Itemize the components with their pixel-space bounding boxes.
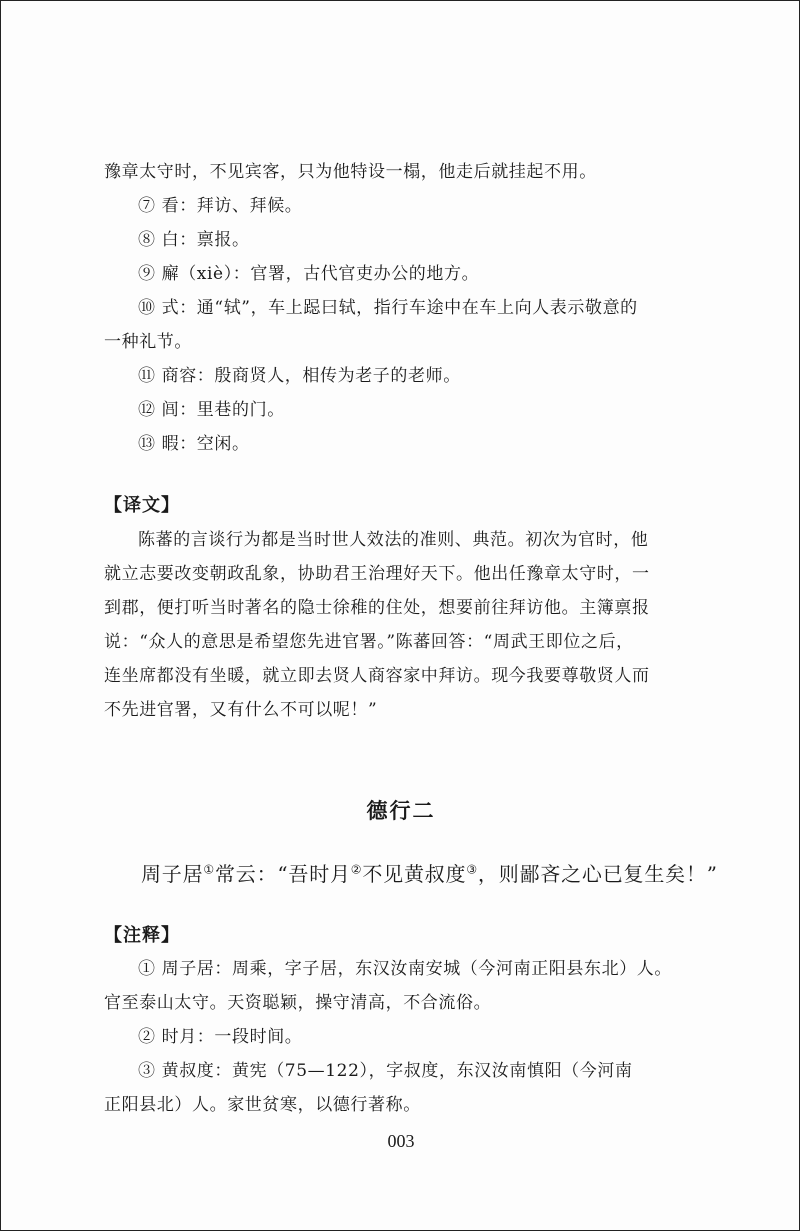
annotations-heading: 【注释】 [104, 925, 180, 946]
note-line: 一种礼节。 [104, 332, 192, 352]
quote-part: ，则鄙吝之心已复生矣！” [477, 862, 718, 886]
notes-top-section [104, 161, 704, 183]
annotation-line: ② 时月：一段时间。 [138, 1027, 303, 1047]
note-line: ⑧ 白：禀报。 [138, 230, 250, 250]
annotation-row [104, 992, 704, 1014]
annotation-row [104, 1026, 704, 1048]
page-number: 003 [387, 1131, 415, 1151]
note-line: ⑪ 商容：殷商贤人，相传为老子的老师。 [138, 366, 461, 386]
quote-part: 不见黄叔度 [362, 862, 467, 886]
translation-line-row [104, 563, 704, 585]
annotation-line: ③ 黄叔度：黄宪（75—122），字叔度，东汉汝南慎阳（今河南 [138, 1061, 633, 1081]
translation-line: 到郡，便打听当时著名的隐士徐稚的住处，想要前往拜访他。主簿禀报 [104, 598, 650, 618]
annotation-row [104, 958, 704, 980]
note-line: ⑩ 式：通“轼”，车上跽曰轼，指行车途中在车上向人表示敬意的 [138, 298, 638, 318]
note-line: ⑦ 看：拜访、拜候。 [138, 196, 303, 216]
note-item-11 [104, 365, 704, 387]
translation-text [104, 529, 704, 551]
note-item-10 [104, 297, 704, 319]
note-line: ⑫ 闾：里巷的门。 [138, 400, 285, 420]
translation-line: 就立志要改变朝政乱象，协助君王治理好天下。他出任豫章太守时，一 [104, 564, 650, 584]
translation-line-row [104, 699, 704, 721]
annotation-row [104, 1094, 704, 1116]
translation-line: 不先进官署，又有什么不可以呢！” [104, 700, 378, 720]
footnote-ref: ① [203, 862, 215, 877]
note-item-7 [104, 195, 704, 217]
translation-line-row [104, 665, 704, 687]
annotation-row [104, 1060, 704, 1082]
translation-line-row [104, 631, 704, 653]
annotation-line: 正阳县北）人。家世贫寒，以德行著称。 [104, 1095, 421, 1115]
note-line: ⑨ 廨（xiè）：官署，古代官吏办公的地方。 [138, 264, 480, 284]
annotation-line: 官至泰山太守。天资聪颖，操守清高，不合流俗。 [104, 993, 492, 1013]
quote-part: 周子居 [141, 862, 204, 886]
note-line: ⑬ 暇：空闲。 [138, 434, 250, 454]
note-item-12 [104, 399, 704, 421]
note-item-10-cont [104, 331, 704, 353]
translation-heading: 【译文】 [104, 495, 180, 516]
translation-line: 连坐席都没有坐暖，就立即去贤人商容家中拜访。现今我要尊敬贤人而 [104, 666, 650, 686]
note-item-13 [104, 433, 704, 455]
annotation-line: ① 周子居：周乘，字子居，东汉汝南安城（今河南正阳县东北）人。 [138, 959, 673, 979]
translation-line: 说：“众人的意思是希望您先进官署。”陈蕃回答：“周武王即位之后， [104, 632, 634, 652]
note-item-9 [104, 263, 704, 285]
note-item-8 [104, 229, 704, 251]
footnote-ref: ③ [466, 862, 478, 877]
section-quote [141, 858, 741, 887]
quote-part: 常云：“吾时月 [214, 862, 351, 886]
section-title: 德行二 [366, 799, 436, 823]
note-continuation-line: 豫章太守时，不见宾客，只为他特设一榻，他走后就挂起不用。 [104, 162, 597, 182]
translation-line: 陈蕃的言谈行为都是当时世人效法的准则、典范。初次为官时，他 [138, 530, 649, 550]
footnote-ref: ② [350, 862, 363, 877]
translation-line-row [104, 597, 704, 619]
